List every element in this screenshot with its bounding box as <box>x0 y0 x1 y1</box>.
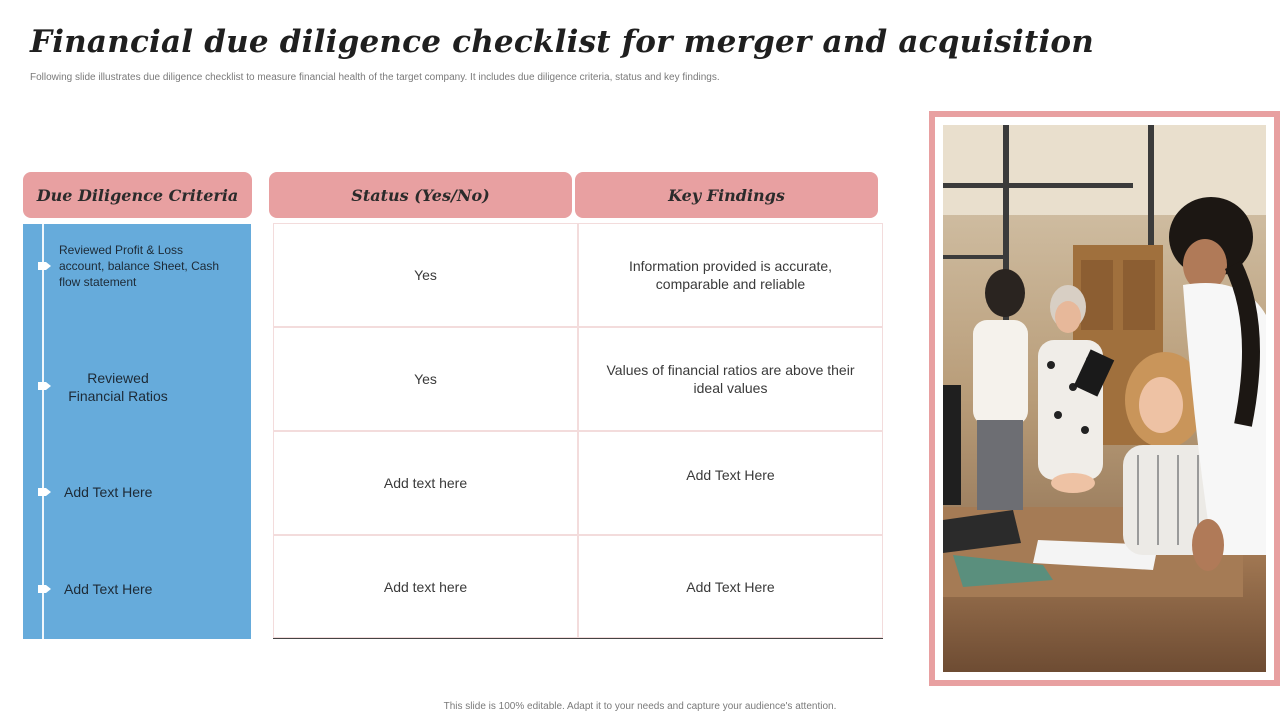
finding-cell: Add Text Here <box>578 431 883 535</box>
slide-title: Financial due diligence checklist for merger and acquisition <box>30 24 1095 60</box>
office-team-photo <box>943 125 1266 672</box>
status-cell: Yes <box>273 223 578 327</box>
tag-arrow-icon <box>38 262 51 270</box>
photo-mat <box>935 117 1274 680</box>
slide-footer: This slide is 100% editable. Adapt it to your needs and capture your audience's attention. <box>443 701 837 712</box>
status-cell: Yes <box>273 327 578 431</box>
criteria-text: Reviewed Financial Ratios <box>68 370 168 404</box>
slide-subtitle: Following slide illustrates due diligence checklist to measure financial health of the target company. It includes due diligence criteria, status and key findings. <box>30 72 720 83</box>
header-status: Status (Yes/No) <box>269 172 572 218</box>
photo-frame <box>929 111 1280 686</box>
finding-cell: Information provided is accurate, comparable and reliable <box>578 223 883 327</box>
status-cell: Add text here <box>273 535 578 638</box>
tag-arrow-icon <box>38 488 51 496</box>
criteria-text: Add Text Here <box>64 581 153 597</box>
header-due-diligence-criteria: Due Diligence Criteria <box>23 172 252 218</box>
criteria-text: Reviewed Profit & Loss account, balance Sheet, Cash flow statement <box>59 243 220 289</box>
criteria-timeline-line <box>42 224 44 639</box>
criteria-text: Add Text Here <box>64 484 153 500</box>
tag-arrow-icon <box>38 382 51 390</box>
status-cell: Add text here <box>273 431 578 535</box>
checklist-table <box>273 223 883 639</box>
tag-arrow-icon <box>38 585 51 593</box>
finding-cell: Add Text Here <box>578 535 883 638</box>
header-key-findings: Key Findings <box>575 172 878 218</box>
criteria-panel <box>23 224 251 639</box>
finding-cell: Values of financial ratios are above their ideal values <box>578 327 883 431</box>
